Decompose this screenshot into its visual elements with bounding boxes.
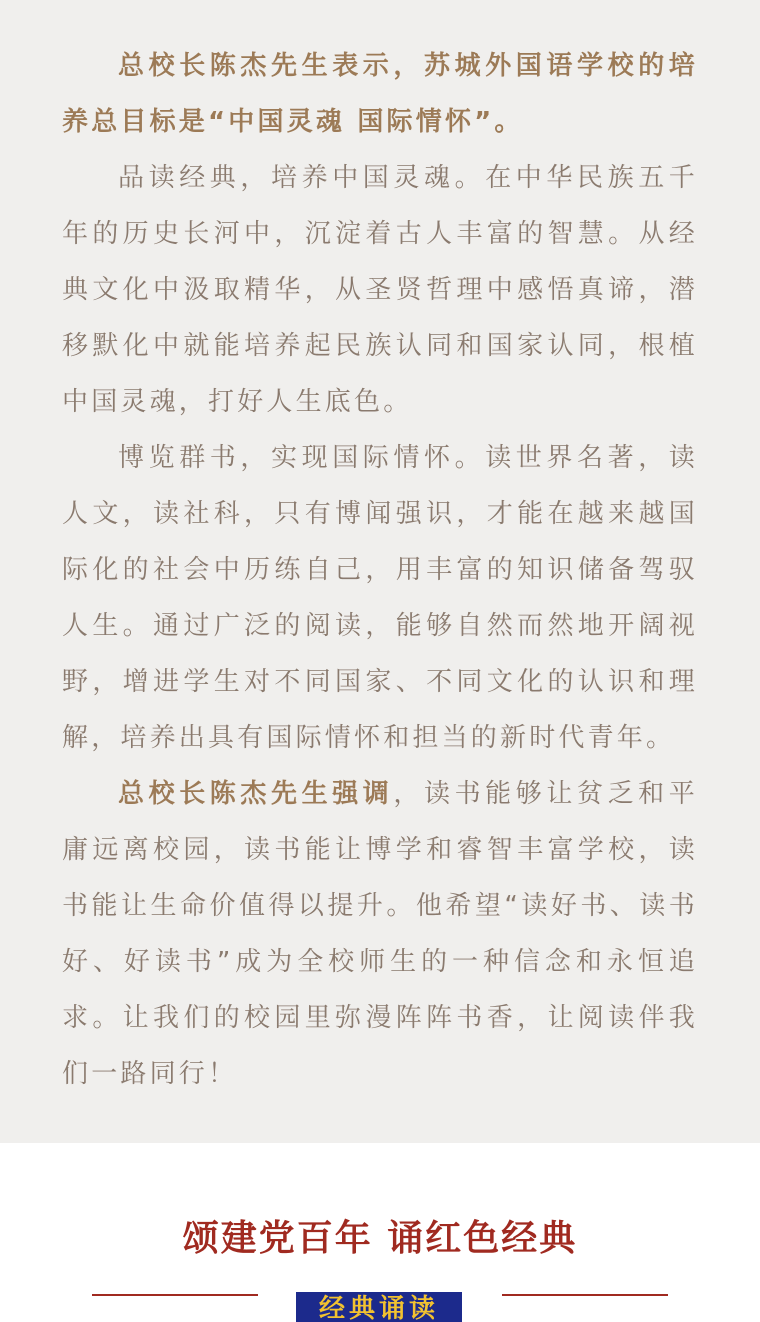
- principal-emphasis-text: ，读书能够让贫乏和平庸远离校园，读书能让博学和睿智丰富学校，读书能让生命价值得以提升。他希望“读好书、读书好、好读书”成为全校师生的一种信念和永恒追求。让我们的校园里弥漫阵阵书香，让阅读伴我们一路同行！: [62, 779, 698, 1089]
- paragraph-principal-emphasis: [62, 766, 698, 1102]
- paragraph-international-vision: 博览群书，实现国际情怀。读世界名著，读人文，读社科，只有博闻强识，才能在越来越国际化的社会中历练自己，用丰富的知识储备驾驭人生。通过广泛的阅读，能够自然而然地开阔视野，增进学生对不同国家、不同文化的认识和理解，培养出具有国际情怀和担当的新时代青年。: [62, 443, 698, 753]
- title-divider-left: [92, 1294, 258, 1296]
- paragraph-chinese-soul: 品读经典，培养中国灵魂。在中华民族五千年的历史长河中，沉淀着古人丰富的智慧。从经典文化中汲取精华，从圣贤哲理中感悟真谛，潜移默化中就能培养起民族认同和国家认同，根植中国灵魂，打好人生底色。: [62, 163, 698, 417]
- section-title: 颂建党百年 诵红色经典: [182, 1218, 578, 1259]
- section-badge: 经典诵读: [296, 1292, 462, 1322]
- title-divider-right: [502, 1294, 668, 1296]
- paragraph-goal: [62, 38, 698, 150]
- principal-statement-bold: 总校长陈杰先生表示，苏城外国语学校的培养总目标是“中国灵魂 国际情怀”。: [62, 51, 698, 137]
- principal-emphasis-bold: 总校长陈杰先生强调: [118, 779, 394, 809]
